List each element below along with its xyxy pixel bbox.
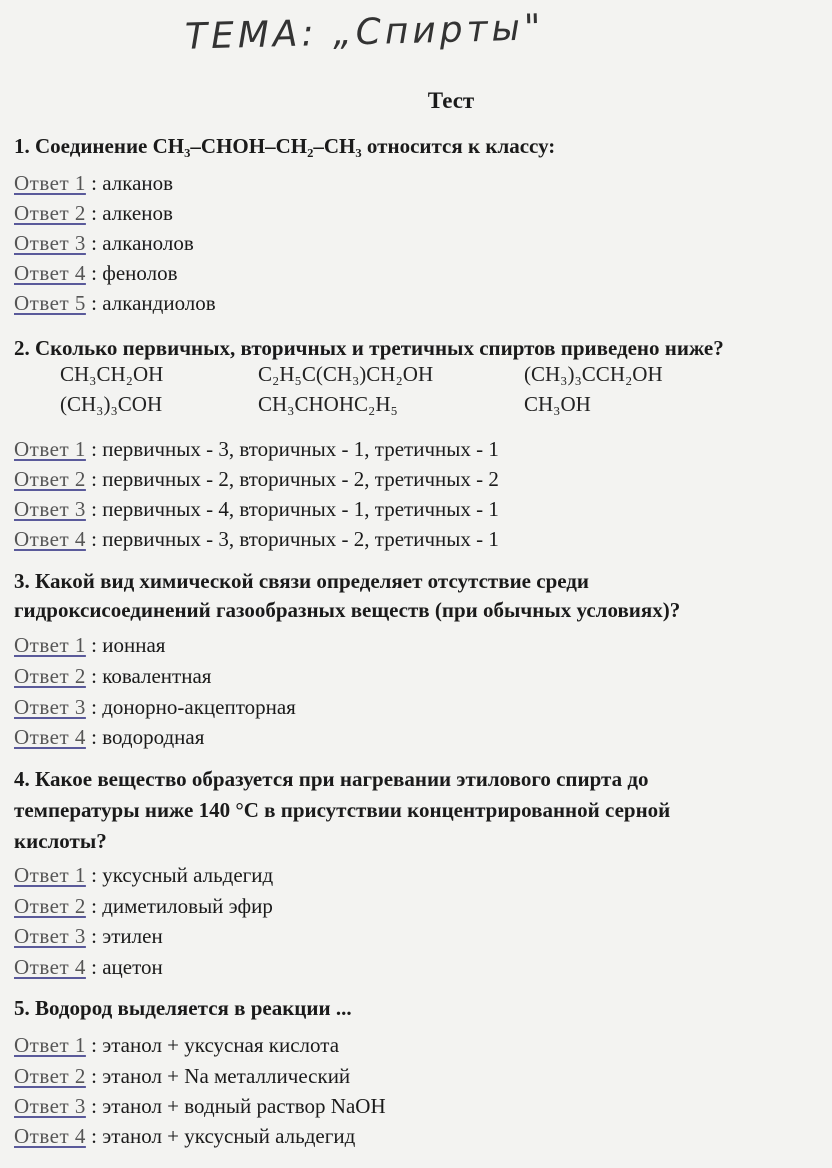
- question-1: 1. Соединение CH₃–CHOH–CH₂–CH₃ относится к классу:: [14, 134, 556, 158]
- formula: CH₃CHOHC₂H₅: [258, 392, 398, 416]
- answer-text: : этанол + уксусная кислота: [85, 1033, 340, 1057]
- answer-text: : этилен: [85, 924, 163, 948]
- answer-text: : алкенов: [85, 201, 173, 225]
- answer-label: Ответ 3: [14, 497, 86, 521]
- answer-label: Ответ 3: [14, 695, 86, 719]
- answer-text: : уксусный альдегид: [85, 863, 274, 887]
- question-3-line-2: гидроксисоединений газообразных веществ (при обычных условиях)?: [14, 598, 681, 622]
- q3-answer-1[interactable]: [14, 630, 165, 660]
- question-4-line-2: температуры ниже 140 °C в присутствии концентрированной серной: [14, 798, 671, 822]
- answer-label: Ответ 3: [14, 231, 86, 255]
- q4-answer-2[interactable]: [14, 891, 273, 921]
- answer-text: : алкандиолов: [85, 291, 216, 315]
- answer-label: Ответ 1: [14, 171, 86, 195]
- answer-text: : диметиловый эфир: [85, 894, 273, 918]
- answer-label: Ответ 1: [14, 437, 86, 461]
- answer-label: Ответ 2: [14, 664, 86, 688]
- answer-label: Ответ 1: [14, 1033, 86, 1057]
- answer-label: Ответ 4: [14, 527, 86, 551]
- formula: C₂H₅C(CH₃)CH₂OH: [258, 362, 434, 386]
- q1-answer-3[interactable]: [14, 228, 194, 258]
- handwritten-topic: ТЕМА: „Спирты": [184, 7, 546, 58]
- answer-label: Ответ 5: [14, 291, 86, 315]
- answer-label: Ответ 2: [14, 1064, 86, 1088]
- answer-label: Ответ 4: [14, 261, 86, 285]
- question-2: 2. Сколько первичных, вторичных и третичных спиртов приведено ниже?: [14, 336, 724, 360]
- q4-answer-4[interactable]: [14, 952, 163, 982]
- answer-text: : алканов: [85, 171, 174, 195]
- answer-text: : ковалентная: [85, 664, 212, 688]
- formula: (CH₃)₃CCH₂OH: [524, 362, 663, 386]
- question-4-line-3: кислоты?: [14, 829, 107, 853]
- q2-answer-4[interactable]: [14, 524, 499, 554]
- q5-answer-2[interactable]: [14, 1061, 350, 1091]
- answer-label: Ответ 1: [14, 633, 86, 657]
- page-title: Тест: [427, 88, 475, 113]
- answer-label: Ответ 3: [14, 924, 86, 948]
- q3-answer-4[interactable]: [14, 722, 204, 752]
- q2-answer-3[interactable]: [14, 494, 499, 524]
- q5-answer-1[interactable]: [14, 1030, 339, 1060]
- answer-text: : первичных - 4, вторичных - 1, третичных - 1: [85, 497, 499, 521]
- answer-label: Ответ 4: [14, 725, 86, 749]
- q5-answer-3[interactable]: [14, 1091, 386, 1121]
- q3-answer-2[interactable]: [14, 661, 211, 691]
- answer-label: Ответ 4: [14, 1124, 86, 1148]
- answer-text: : ацетон: [85, 955, 163, 979]
- answer-text: : первичных - 3, вторичных - 2, третичных - 1: [85, 527, 499, 551]
- q5-answer-4[interactable]: [14, 1121, 355, 1151]
- answer-label: Ответ 3: [14, 1094, 86, 1118]
- answer-label: Ответ 2: [14, 467, 86, 491]
- answer-label: Ответ 1: [14, 863, 86, 887]
- question-4-line-1: 4. Какое вещество образуется при нагревании этилового спирта до: [14, 767, 649, 791]
- q2-answer-1[interactable]: [14, 434, 499, 464]
- formula: (CH₃)₃COH: [60, 392, 163, 416]
- q4-answer-1[interactable]: [14, 860, 273, 890]
- answer-text: : этанол + уксусный альдегид: [85, 1124, 356, 1148]
- answer-label: Ответ 2: [14, 894, 86, 918]
- q3-answer-3[interactable]: [14, 692, 296, 722]
- q4-answer-3[interactable]: [14, 921, 163, 951]
- formula: CH₃OH: [524, 392, 591, 416]
- answer-text: : первичных - 2, вторичных - 2, третичных - 2: [85, 467, 499, 491]
- q1-answer-1[interactable]: [14, 168, 173, 198]
- answer-text: : первичных - 3, вторичных - 1, третичных - 1: [85, 437, 499, 461]
- answer-text: : алканолов: [85, 231, 194, 255]
- answer-label: Ответ 2: [14, 201, 86, 225]
- q1-answer-5[interactable]: [14, 288, 216, 318]
- formula: CH₃CH₂OH: [60, 362, 164, 386]
- question-5: 5. Водород выделяется в реакции ...: [14, 996, 352, 1020]
- q2-answer-2[interactable]: [14, 464, 499, 494]
- q1-answer-2[interactable]: [14, 198, 173, 228]
- q1-answer-4[interactable]: [14, 258, 178, 288]
- answer-label: Ответ 4: [14, 955, 86, 979]
- question-3-line-1: 3. Какой вид химической связи определяет отсутствие среди: [14, 569, 590, 593]
- answer-text: : фенолов: [85, 261, 178, 285]
- answer-text: : ионная: [85, 633, 166, 657]
- answer-text: : водородная: [85, 725, 205, 749]
- answer-text: : этанол + Na металлический: [85, 1064, 351, 1088]
- answer-text: : донорно-акцепторная: [85, 695, 296, 719]
- answer-text: : этанол + водный раствор NaOH: [85, 1094, 386, 1118]
